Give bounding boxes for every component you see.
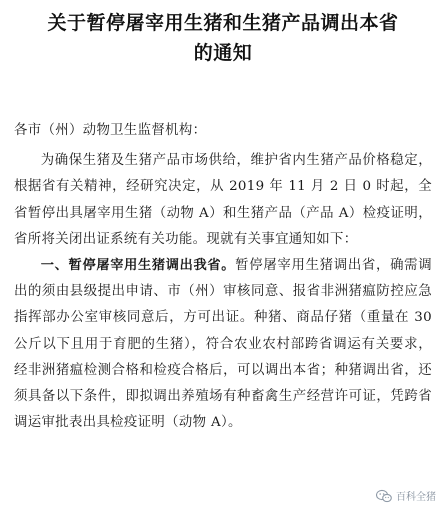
wechat-logo-icon xyxy=(376,489,392,503)
section-1-body: 暂停屠宰用生猪调出省，确需调出的须由县级提出申请、市（州）审核同意、报省非洲猪瘟防控应急指挥部办公室审核同意后，方可出证。种猪、商品仔猪（重量在 30 公斤以下且用于育肥的生猪），符合农业农村部跨省调运有关要求，经非洲猪瘟检测合格和检疫合格后，可以调出本省；种猪调出省，还须具备以下条件，即拟调出养殖场有种畜禽生产经营许可证，凭跨省调运审批表出具检疫证明（动物 A）。 xyxy=(14,258,433,431)
title-line-1: 关于暂停屠宰用生猪和生猪产品调出本省 xyxy=(47,12,399,34)
watermark-text: 百科全猪 xyxy=(396,492,436,503)
salutation: 各市（州）动物卫生监督机构： xyxy=(14,123,207,138)
document-title xyxy=(10,8,436,68)
title-line-2: 的通知 xyxy=(193,42,253,64)
section-1-heading: 一、暂停屠宰用生猪调出我省。 xyxy=(40,258,236,274)
section-1-paragraph xyxy=(14,253,432,436)
source-watermark xyxy=(376,488,436,503)
intro-paragraph: 为确保生猪及生猪产品市场供给，维护省内生猪产品价格稳定，根据省有关精神，经研究决定，从 2019 年 11 月 2 日 0 时起，全省暂停出具屠宰用生猪（动物 A）和生猪产品（产品 A）检疫证明，省所将关闭出证系统有关功能。现就有关事宜通知如下： xyxy=(14,153,432,247)
document-body xyxy=(14,118,432,436)
